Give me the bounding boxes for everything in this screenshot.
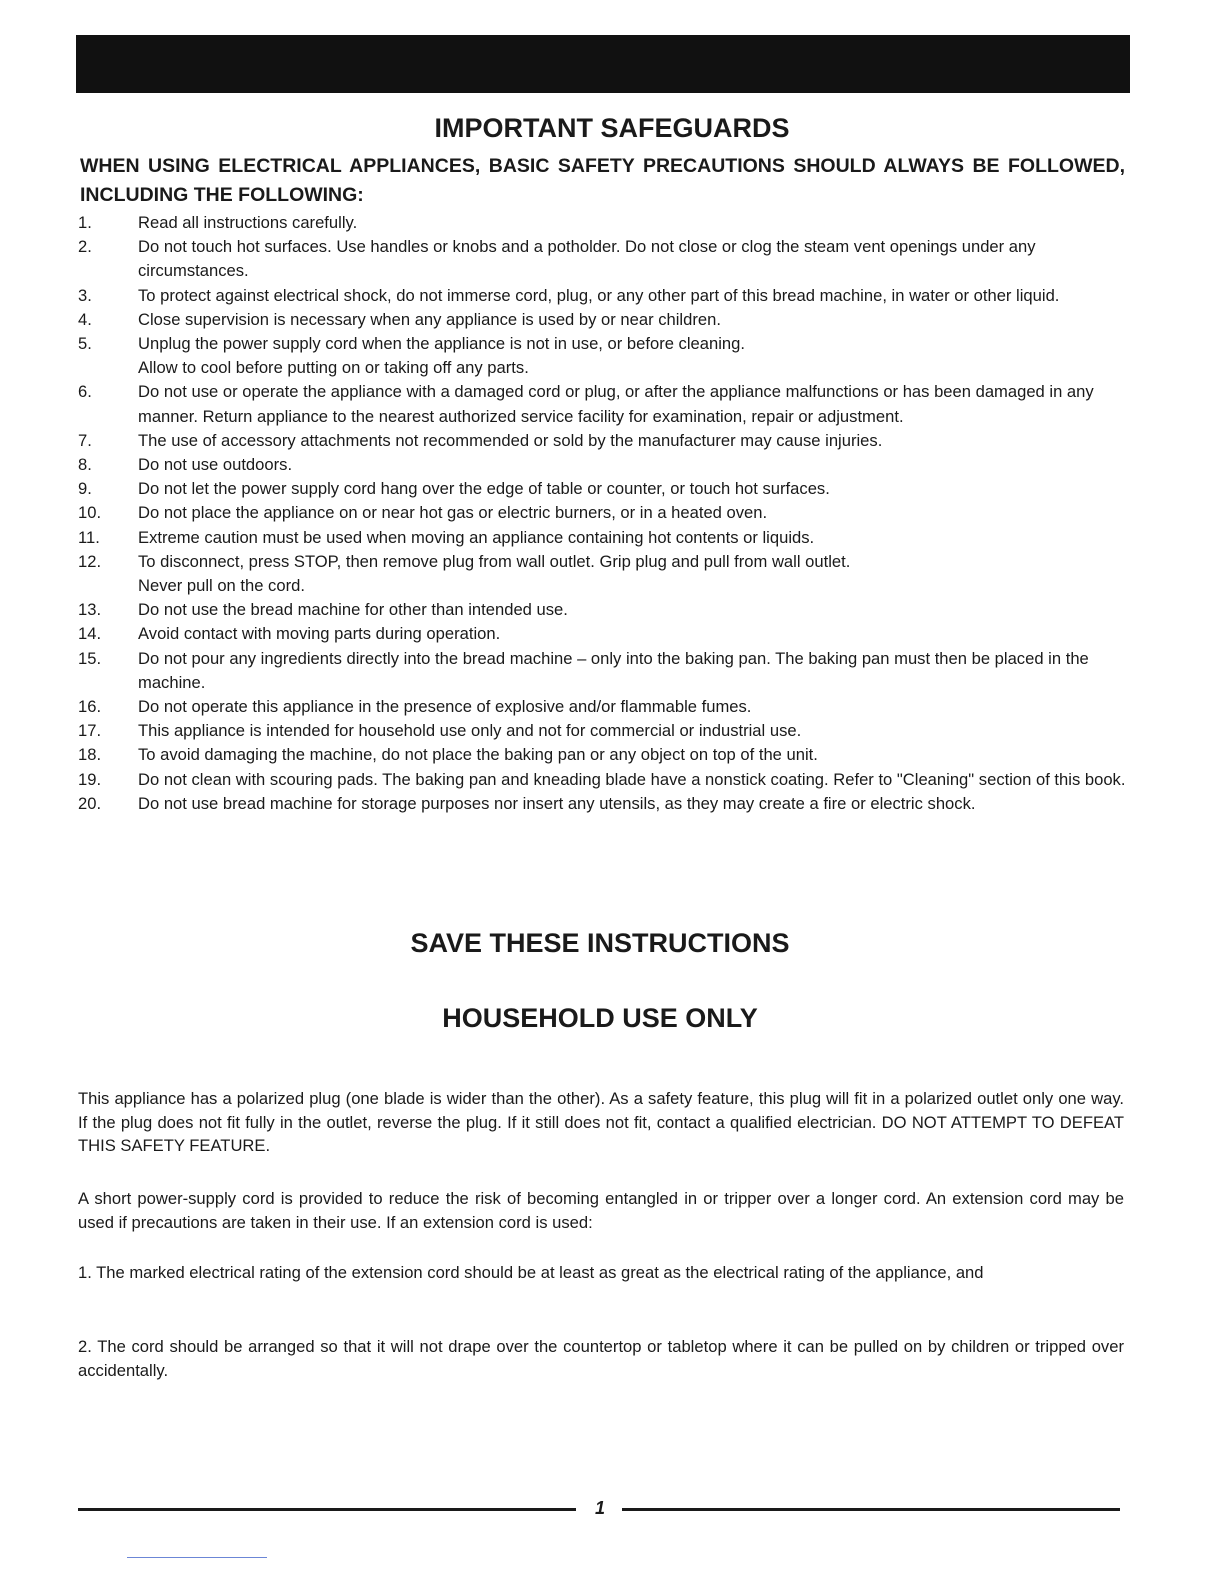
safeguard-text: The use of accessory attachments not recommended or sold by the manufacturer may cause injuries.	[138, 430, 883, 450]
safeguards-list	[78, 211, 1126, 816]
safeguard-text: To disconnect, press STOP, then remove plug from wall outlet. Grip plug and pull from wall outlet.	[138, 551, 851, 571]
safeguard-item	[78, 453, 1126, 477]
safeguard-text-continued: Allow to cool before putting on or taking off any parts.	[138, 358, 529, 378]
safeguard-item	[78, 647, 1126, 695]
safeguard-number: 19.	[78, 769, 102, 789]
safeguard-item	[78, 792, 1126, 816]
safeguard-text-block	[138, 695, 1126, 719]
footer-rule-right	[622, 1508, 1120, 1511]
short-cord-paragraph: A short power-supply cord is provided to reduce the risk of becoming entangled in or tripper over a longer cord. An extension cord may be used if precautions are taken in their use. If an extension cord is used:	[78, 1189, 1124, 1232]
safeguard-text-block	[138, 526, 1126, 550]
safeguard-text-block	[138, 429, 1126, 453]
header-bar	[76, 35, 1130, 93]
safeguard-text: Do not clean with scouring pads. The baking pan and kneading blade have a nonstick coating. Refer to "Cleaning" section of this book.	[138, 769, 1126, 789]
safeguard-item	[78, 598, 1126, 622]
safeguard-text: Do not use the bread machine for other than intended use.	[138, 600, 568, 620]
safeguard-text: Do not pour any ingredients directly into the bread machine – only into the baking pan. The baking pan must then be placed in the machine.	[138, 648, 1089, 692]
safeguard-text-block	[138, 550, 1126, 598]
safeguard-number: 5.	[78, 334, 92, 354]
scan-edge-line	[127, 1557, 267, 1558]
intro-warning: WHEN USING ELECTRICAL APPLIANCES, BASIC SAFETY PRECAUTIONS SHOULD ALWAYS BE FOLLOWED, INCLUDING THE FOLLOWING:	[80, 155, 1125, 206]
safeguard-text-block	[138, 211, 1126, 235]
safeguard-text-block	[138, 501, 1126, 525]
safeguard-item	[78, 501, 1126, 525]
safeguard-text: To avoid damaging the machine, do not place the baking pan or any object on top of the unit.	[138, 745, 818, 765]
safeguard-item	[78, 211, 1126, 235]
safeguard-text: Do not place the appliance on or near hot gas or electric burners, or in a heated oven.	[138, 503, 768, 523]
safeguard-number: 14.	[78, 624, 102, 644]
safeguard-item	[78, 308, 1126, 332]
safeguard-text-block	[138, 719, 1126, 743]
safeguard-item	[78, 768, 1126, 792]
safeguard-text: Avoid contact with moving parts during operation.	[138, 624, 501, 644]
safeguard-number: 6.	[78, 382, 92, 402]
safeguard-item	[78, 526, 1126, 550]
safeguard-text-block	[138, 743, 1126, 767]
polarized-plug-paragraph: This appliance has a polarized plug (one blade is wider than the other). As a safety feature, this plug will fit in a polarized outlet only one way. If the plug does not fit fully in the outlet, reverse the plug. If it still does not fit, contact a qualified electrician. DO NOT ATTEMPT TO DEFEAT THIS SAFETY FEATURE.	[78, 1089, 1124, 1155]
safeguard-number: 8.	[78, 455, 92, 475]
arrangement-paragraph: 2. The cord should be arranged so that it will not drape over the countertop or tabletop where it can be pulled on by children or tripped over accidentally.	[78, 1337, 1124, 1380]
safeguard-number: 2.	[78, 237, 92, 257]
safeguard-item	[78, 743, 1126, 767]
household-use-heading: HOUSEHOLD USE ONLY	[442, 1003, 758, 1033]
page-number: 1	[594, 1498, 605, 1518]
safeguard-item	[78, 477, 1126, 501]
safeguard-text-continued: Never pull on the cord.	[138, 576, 305, 596]
safeguard-number: 4.	[78, 309, 92, 329]
safeguard-number: 13.	[78, 600, 102, 620]
save-instructions-heading: SAVE THESE INSTRUCTIONS	[410, 928, 790, 958]
safeguard-text-block	[138, 380, 1126, 428]
safeguard-item	[78, 622, 1126, 646]
safeguard-text: Do not use bread machine for storage purposes nor insert any utensils, as they may create a fire or electric shock.	[138, 793, 976, 813]
safeguard-number: 20.	[78, 793, 102, 813]
safeguard-text-block	[138, 332, 1126, 380]
safeguard-text-block	[138, 284, 1126, 308]
safeguard-text: To protect against electrical shock, do not immerse cord, plug, or any other part of this bread machine, in water or other liquid.	[138, 285, 1060, 305]
safeguard-number: 16.	[78, 697, 102, 717]
page-title: IMPORTANT SAFEGUARDS	[434, 113, 790, 143]
safeguard-text: Do not use or operate the appliance with a damaged cord or plug, or after the appliance malfunctions or has been damaged in any manner. Return appliance to the nearest authorized service facility for examination, repair or adjustment.	[138, 382, 1094, 426]
safeguard-text-block	[138, 598, 1126, 622]
safeguard-text-block	[138, 308, 1126, 332]
rating-paragraph: 1. The marked electrical rating of the extension cord should be at least as great as the electrical rating of the appliance, and	[78, 1263, 984, 1282]
safeguard-text: Do not let the power supply cord hang over the edge of table or counter, or touch hot surfaces.	[138, 479, 830, 499]
safeguard-text: Unplug the power supply cord when the appliance is not in use, or before cleaning.	[138, 334, 745, 354]
safeguard-number: 17.	[78, 721, 102, 741]
safeguard-number: 10.	[78, 503, 102, 523]
safeguard-item	[78, 550, 1126, 598]
safeguard-text-block	[138, 647, 1126, 695]
safeguard-number: 7.	[78, 430, 92, 450]
safeguard-item	[78, 235, 1126, 283]
safeguard-item	[78, 284, 1126, 308]
safeguard-item	[78, 332, 1126, 380]
safeguard-text-block	[138, 622, 1126, 646]
safeguard-number: 1.	[78, 213, 92, 232]
footer-rule-left	[78, 1508, 576, 1511]
safeguard-text-block	[138, 768, 1126, 792]
safeguard-text: Close supervision is necessary when any appliance is used by or near children.	[138, 309, 721, 329]
safeguard-number: 18.	[78, 745, 102, 765]
safeguard-number: 3.	[78, 285, 92, 305]
safeguard-text: Do not operate this appliance in the presence of explosive and/or flammable fumes.	[138, 697, 752, 717]
safeguard-text-block	[138, 453, 1126, 477]
safeguard-item	[78, 380, 1126, 428]
safeguard-item	[78, 429, 1126, 453]
safeguard-text: Do not use outdoors.	[138, 455, 293, 475]
safeguard-item	[78, 695, 1126, 719]
safeguard-text-block	[138, 235, 1126, 283]
safeguard-text-block	[138, 792, 1126, 816]
safeguard-number: 9.	[78, 479, 92, 499]
safeguard-number: 15.	[78, 648, 102, 668]
safeguard-text: Read all instructions carefully.	[138, 213, 358, 232]
safeguard-number: 12.	[78, 551, 102, 571]
safeguard-text-block	[138, 477, 1126, 501]
safeguard-text: Do not touch hot surfaces. Use handles or knobs and a potholder. Do not close or clog the steam vent openings under any circumstances.	[138, 237, 1036, 281]
safeguard-number: 11.	[78, 527, 100, 547]
safeguard-text: Extreme caution must be used when moving an appliance containing hot contents or liquids.	[138, 527, 815, 547]
safeguard-item	[78, 719, 1126, 743]
safeguard-text: This appliance is intended for household use only and not for commercial or industrial use.	[138, 721, 802, 741]
